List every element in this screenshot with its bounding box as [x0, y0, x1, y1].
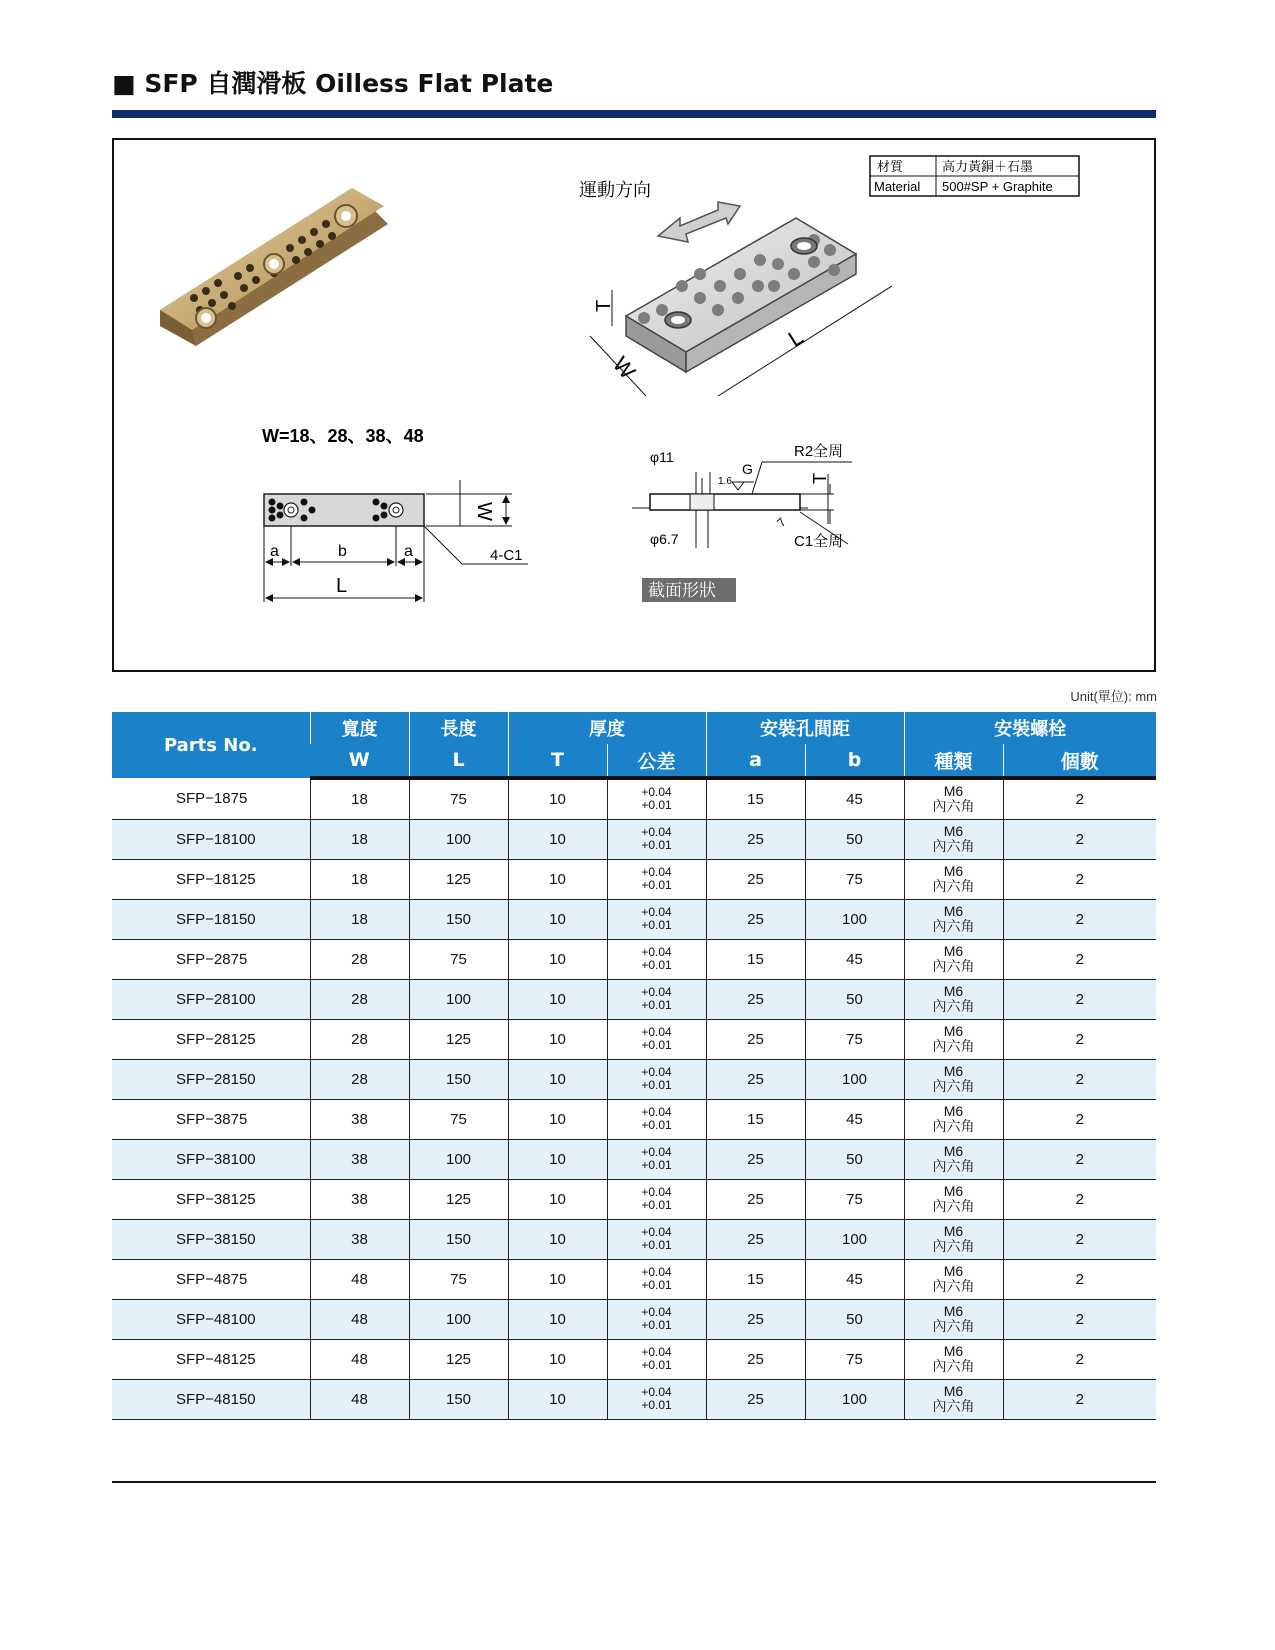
bolt-size: M6	[943, 983, 964, 999]
table-row	[112, 860, 1156, 900]
cell-part: SFP−4875	[112, 1260, 310, 1300]
bolt-size: M6	[943, 1103, 964, 1119]
cell-L: 125	[409, 1340, 508, 1380]
material-value-zh: 高力黃銅＋石墨	[942, 159, 1034, 174]
table-row	[112, 1220, 1156, 1260]
header-parts-no: Parts No.	[112, 712, 310, 778]
motion-direction-label: 運動方向	[579, 180, 651, 200]
table-row	[112, 1260, 1156, 1300]
cell-part: SFP−38150	[112, 1220, 310, 1260]
table-row	[112, 1180, 1156, 1220]
tol-upper: +0.04	[641, 1185, 672, 1199]
tol-lower: +0.01	[641, 798, 672, 812]
cell-a: 15	[706, 1100, 805, 1140]
cell-qty: 2	[1003, 900, 1156, 940]
cell-b: 45	[805, 940, 904, 980]
header-tolerance: 公差	[607, 744, 706, 778]
cell-T: 10	[508, 1100, 607, 1140]
bolt-size: M6	[943, 1063, 964, 1079]
bolt-head: 內六角	[932, 878, 975, 894]
material-value-en: 500#SP + Graphite	[942, 179, 1053, 194]
material-label-zh: 材質	[877, 159, 904, 174]
cell-L: 75	[409, 778, 508, 820]
header-b: b	[805, 744, 904, 778]
cell-a: 25	[706, 1140, 805, 1180]
cell-qty: 2	[1003, 1020, 1156, 1060]
bolt-size: M6	[943, 783, 964, 799]
dim-a-left-label: a	[270, 543, 279, 560]
cell-L: 100	[409, 1140, 508, 1180]
cell-T: 10	[508, 1020, 607, 1060]
cell-b: 50	[805, 980, 904, 1020]
cell-tolerance	[607, 820, 706, 860]
table-row	[112, 940, 1156, 980]
tol-upper: +0.04	[641, 1345, 672, 1359]
cell-bolt-type	[904, 1020, 1003, 1060]
cell-b: 100	[805, 1060, 904, 1100]
tol-lower: +0.01	[641, 1238, 672, 1252]
cell-T: 10	[508, 1140, 607, 1180]
cell-bolt-type	[904, 1180, 1003, 1220]
cell-tolerance	[607, 1180, 706, 1220]
cell-a: 25	[706, 900, 805, 940]
tol-lower: +0.01	[641, 1398, 672, 1412]
cell-L: 125	[409, 1180, 508, 1220]
header-width: 寬度	[310, 712, 409, 744]
cell-W: 28	[310, 1020, 409, 1060]
motion-direction-arrow-icon	[658, 202, 740, 242]
tol-lower: +0.01	[641, 1278, 672, 1292]
table-row	[112, 980, 1156, 1020]
table-row	[112, 1060, 1156, 1100]
dim-L-label: L	[783, 323, 808, 352]
cell-W: 18	[310, 778, 409, 820]
cell-b: 75	[805, 1180, 904, 1220]
phi11-label: φ11	[650, 449, 674, 465]
parts-spec-table	[112, 712, 1156, 1420]
cell-a: 25	[706, 1340, 805, 1380]
cell-b: 45	[805, 1100, 904, 1140]
bolt-size: M6	[943, 943, 964, 959]
section-label: 截面形狀	[648, 581, 716, 600]
tol-lower: +0.01	[641, 1318, 672, 1332]
dim-T-section-label: T	[810, 473, 830, 484]
cell-b: 50	[805, 1300, 904, 1340]
cell-W: 48	[310, 1380, 409, 1420]
tol-upper: +0.04	[641, 1145, 672, 1159]
dim-b-label: b	[338, 543, 347, 560]
header-bolt: 安裝螺栓	[904, 712, 1156, 744]
tol-upper: +0.04	[641, 1065, 672, 1079]
table-row	[112, 1020, 1156, 1060]
cell-L: 75	[409, 1100, 508, 1140]
cell-a: 25	[706, 1180, 805, 1220]
bolt-head: 內六角	[932, 918, 975, 934]
cell-W: 28	[310, 1060, 409, 1100]
cell-qty: 2	[1003, 1140, 1156, 1180]
bolt-size: M6	[943, 1183, 964, 1199]
cell-L: 150	[409, 1380, 508, 1420]
header-qty: 個數	[1003, 744, 1156, 778]
phi67-label: φ6.7	[650, 531, 679, 547]
bolt-head: 內六角	[932, 1078, 975, 1094]
cell-b: 45	[805, 778, 904, 820]
cell-part: SFP−18150	[112, 900, 310, 940]
technical-drawing	[114, 140, 1158, 674]
bolt-head: 內六角	[932, 1198, 975, 1214]
bolt-head: 內六角	[932, 1238, 975, 1254]
bolt-head: 內六角	[932, 798, 975, 814]
cell-bolt-type	[904, 980, 1003, 1020]
bolt-size: M6	[943, 1143, 964, 1159]
cell-W: 18	[310, 900, 409, 940]
cell-L: 150	[409, 1220, 508, 1260]
cell-W: 38	[310, 1220, 409, 1260]
cell-b: 75	[805, 860, 904, 900]
title-underline-bar	[112, 110, 1156, 118]
bolt-head: 內六角	[932, 1038, 975, 1054]
table-row	[112, 1300, 1156, 1340]
cell-T: 10	[508, 1220, 607, 1260]
header-type: 種類	[904, 744, 1003, 778]
cell-bolt-type	[904, 940, 1003, 980]
tol-lower: +0.01	[641, 838, 672, 852]
cell-L: 125	[409, 1020, 508, 1060]
cell-T: 10	[508, 1300, 607, 1340]
cell-tolerance	[607, 860, 706, 900]
cell-part: SFP−48100	[112, 1300, 310, 1340]
material-label-en: Material	[874, 179, 921, 194]
bolt-head: 內六角	[932, 838, 975, 854]
cell-bolt-type	[904, 1100, 1003, 1140]
cell-W: 48	[310, 1260, 409, 1300]
cell-tolerance	[607, 900, 706, 940]
cell-bolt-type	[904, 1380, 1003, 1420]
material-table	[870, 156, 1079, 196]
tol-lower: +0.01	[641, 1198, 672, 1212]
cell-bolt-type	[904, 900, 1003, 940]
cell-part: SFP−2875	[112, 940, 310, 980]
header-L: L	[409, 744, 508, 778]
cell-bolt-type	[904, 1140, 1003, 1180]
cell-W: 48	[310, 1300, 409, 1340]
tol-lower: +0.01	[641, 918, 672, 932]
cell-T: 10	[508, 1380, 607, 1420]
cell-part: SFP−18125	[112, 860, 310, 900]
cell-qty: 2	[1003, 1260, 1156, 1300]
cell-W: 18	[310, 860, 409, 900]
cell-tolerance	[607, 1060, 706, 1100]
cell-part: SFP−18100	[112, 820, 310, 860]
cell-a: 25	[706, 1380, 805, 1420]
cell-L: 100	[409, 1300, 508, 1340]
tol-upper: +0.04	[641, 865, 672, 879]
cell-b: 100	[805, 1220, 904, 1260]
table-row	[112, 1100, 1156, 1140]
dim-a-right-label: a	[404, 543, 413, 560]
table-row	[112, 1140, 1156, 1180]
table-row	[112, 900, 1156, 940]
bolt-head: 內六角	[932, 1118, 975, 1134]
bolt-size: M6	[943, 1023, 964, 1039]
cell-b: 100	[805, 900, 904, 940]
cell-b: 75	[805, 1340, 904, 1380]
cell-a: 25	[706, 980, 805, 1020]
table-body	[112, 778, 1156, 1420]
cell-part: SFP−38125	[112, 1180, 310, 1220]
cell-tolerance	[607, 980, 706, 1020]
cell-a: 15	[706, 940, 805, 980]
chamfer-label: 4-C1	[490, 547, 523, 564]
cell-bolt-type	[904, 1260, 1003, 1300]
cell-W: 28	[310, 980, 409, 1020]
tol-upper: +0.04	[641, 1385, 672, 1399]
cell-bolt-type	[904, 1220, 1003, 1260]
bolt-size: M6	[943, 863, 964, 879]
cell-bolt-type	[904, 778, 1003, 820]
cell-tolerance	[607, 940, 706, 980]
cell-tolerance	[607, 1300, 706, 1340]
tol-lower: +0.01	[641, 1078, 672, 1092]
cell-T: 10	[508, 778, 607, 820]
bolt-head: 內六角	[932, 1158, 975, 1174]
bolt-size: M6	[943, 1263, 964, 1279]
cell-T: 10	[508, 860, 607, 900]
tol-upper: +0.04	[641, 1105, 672, 1119]
dim-W-label: W	[607, 351, 641, 384]
tol-lower: +0.01	[641, 878, 672, 892]
cell-part: SFP−28100	[112, 980, 310, 1020]
cell-T: 10	[508, 980, 607, 1020]
cell-b: 75	[805, 1020, 904, 1060]
cell-T: 10	[508, 900, 607, 940]
cell-W: 48	[310, 1340, 409, 1380]
cell-L: 150	[409, 1060, 508, 1100]
cell-a: 25	[706, 1020, 805, 1060]
cell-qty: 2	[1003, 778, 1156, 820]
bolt-head: 內六角	[932, 1318, 975, 1334]
table-row	[112, 1380, 1156, 1420]
tol-upper: +0.04	[641, 905, 672, 919]
unit-label: Unit(單位): mm	[1070, 689, 1157, 704]
cell-W: 38	[310, 1100, 409, 1140]
cell-L: 100	[409, 820, 508, 860]
cell-T: 10	[508, 1180, 607, 1220]
tol-upper: +0.04	[641, 825, 672, 839]
cell-bolt-type	[904, 1300, 1003, 1340]
table-row	[112, 778, 1156, 820]
cell-b: 100	[805, 1380, 904, 1420]
cell-qty: 2	[1003, 820, 1156, 860]
cell-L: 125	[409, 860, 508, 900]
figure-panel	[112, 138, 1156, 672]
cell-part: SFP−3875	[112, 1100, 310, 1140]
tol-upper: +0.04	[641, 1265, 672, 1279]
header-hole-pitch: 安裝孔間距	[706, 712, 904, 744]
header-thickness: 厚度	[508, 712, 706, 744]
cell-a: 25	[706, 860, 805, 900]
tol-upper: +0.04	[641, 1225, 672, 1239]
bolt-head: 內六角	[932, 958, 975, 974]
c1-label: C1全周	[794, 533, 844, 550]
cell-tolerance	[607, 1100, 706, 1140]
table-row	[112, 1340, 1156, 1380]
bronze-plate-photo	[160, 188, 388, 346]
cell-qty: 2	[1003, 1300, 1156, 1340]
tol-upper: +0.04	[641, 785, 672, 799]
cell-tolerance	[607, 1020, 706, 1060]
cell-qty: 2	[1003, 1220, 1156, 1260]
cell-W: 28	[310, 940, 409, 980]
dim-T-label: T	[593, 299, 615, 312]
cell-L: 150	[409, 900, 508, 940]
cell-part: SFP−28150	[112, 1060, 310, 1100]
cell-tolerance	[607, 1260, 706, 1300]
cell-W: 38	[310, 1140, 409, 1180]
dim-L-topview-label: L	[336, 575, 348, 597]
tol-upper: +0.04	[641, 1305, 672, 1319]
r2-label: R2全周	[794, 443, 844, 460]
cell-a: 25	[706, 1060, 805, 1100]
cell-qty: 2	[1003, 940, 1156, 980]
cell-b: 50	[805, 1140, 904, 1180]
cell-W: 38	[310, 1180, 409, 1220]
tol-lower: +0.01	[641, 998, 672, 1012]
cell-bolt-type	[904, 1060, 1003, 1100]
bolt-size: M6	[943, 1343, 964, 1359]
tol-lower: +0.01	[641, 1118, 672, 1132]
header-length: 長度	[409, 712, 508, 744]
bolt-size: M6	[943, 903, 964, 919]
cell-bolt-type	[904, 1340, 1003, 1380]
cell-T: 10	[508, 940, 607, 980]
cell-qty: 2	[1003, 1180, 1156, 1220]
tol-lower: +0.01	[641, 1038, 672, 1052]
bolt-size: M6	[943, 1303, 964, 1319]
cell-tolerance	[607, 778, 706, 820]
cell-qty: 2	[1003, 1380, 1156, 1420]
cell-part: SFP−28125	[112, 1020, 310, 1060]
cell-T: 10	[508, 1260, 607, 1300]
cell-tolerance	[607, 1340, 706, 1380]
cell-tolerance	[607, 1140, 706, 1180]
bolt-head: 內六角	[932, 1398, 975, 1414]
tol-upper: +0.04	[641, 985, 672, 999]
cell-qty: 2	[1003, 1340, 1156, 1380]
roughness-label: 1.6	[718, 476, 732, 487]
dim-W-topview-label: W	[473, 502, 495, 521]
header-W: W	[310, 744, 409, 778]
cell-tolerance	[607, 1380, 706, 1420]
cell-W: 18	[310, 820, 409, 860]
bolt-size: M6	[943, 1383, 964, 1399]
tol-upper: +0.04	[641, 1025, 672, 1039]
cell-a: 25	[706, 1220, 805, 1260]
cell-b: 50	[805, 820, 904, 860]
cell-qty: 2	[1003, 980, 1156, 1020]
cell-bolt-type	[904, 820, 1003, 860]
cell-part: SFP−48150	[112, 1380, 310, 1420]
cell-part: SFP−1875	[112, 778, 310, 820]
footer-divider	[112, 1481, 1156, 1483]
cell-qty: 2	[1003, 1100, 1156, 1140]
width-options-label: W=18、28、38、48	[262, 426, 424, 446]
bolt-head: 內六角	[932, 1278, 975, 1294]
page-title: ■ SFP 自潤滑板 Oilless Flat Plate	[112, 69, 554, 98]
tol-lower: +0.01	[641, 958, 672, 972]
cell-qty: 2	[1003, 1060, 1156, 1100]
cell-T: 10	[508, 820, 607, 860]
cell-T: 10	[508, 1060, 607, 1100]
tol-lower: +0.01	[641, 1158, 672, 1172]
header-a: a	[706, 744, 805, 778]
table-row	[112, 820, 1156, 860]
bolt-size: M6	[943, 823, 964, 839]
cell-L: 75	[409, 1260, 508, 1300]
plate-top-view	[264, 480, 528, 602]
slot-7-label: 7	[774, 515, 789, 530]
cell-a: 15	[706, 778, 805, 820]
cell-T: 10	[508, 1340, 607, 1380]
cell-a: 25	[706, 1300, 805, 1340]
cell-bolt-type	[904, 860, 1003, 900]
g-label: G	[742, 461, 753, 477]
tol-upper: +0.04	[641, 945, 672, 959]
cell-a: 25	[706, 820, 805, 860]
bolt-head: 內六角	[932, 998, 975, 1014]
cell-L: 75	[409, 940, 508, 980]
header-T: T	[508, 744, 607, 778]
cell-part: SFP−48125	[112, 1340, 310, 1380]
cell-tolerance	[607, 1220, 706, 1260]
bolt-head: 內六角	[932, 1358, 975, 1374]
cell-a: 15	[706, 1260, 805, 1300]
cell-qty: 2	[1003, 860, 1156, 900]
cell-b: 45	[805, 1260, 904, 1300]
cell-L: 100	[409, 980, 508, 1020]
cell-part: SFP−38100	[112, 1140, 310, 1180]
bolt-size: M6	[943, 1223, 964, 1239]
tol-lower: +0.01	[641, 1358, 672, 1372]
